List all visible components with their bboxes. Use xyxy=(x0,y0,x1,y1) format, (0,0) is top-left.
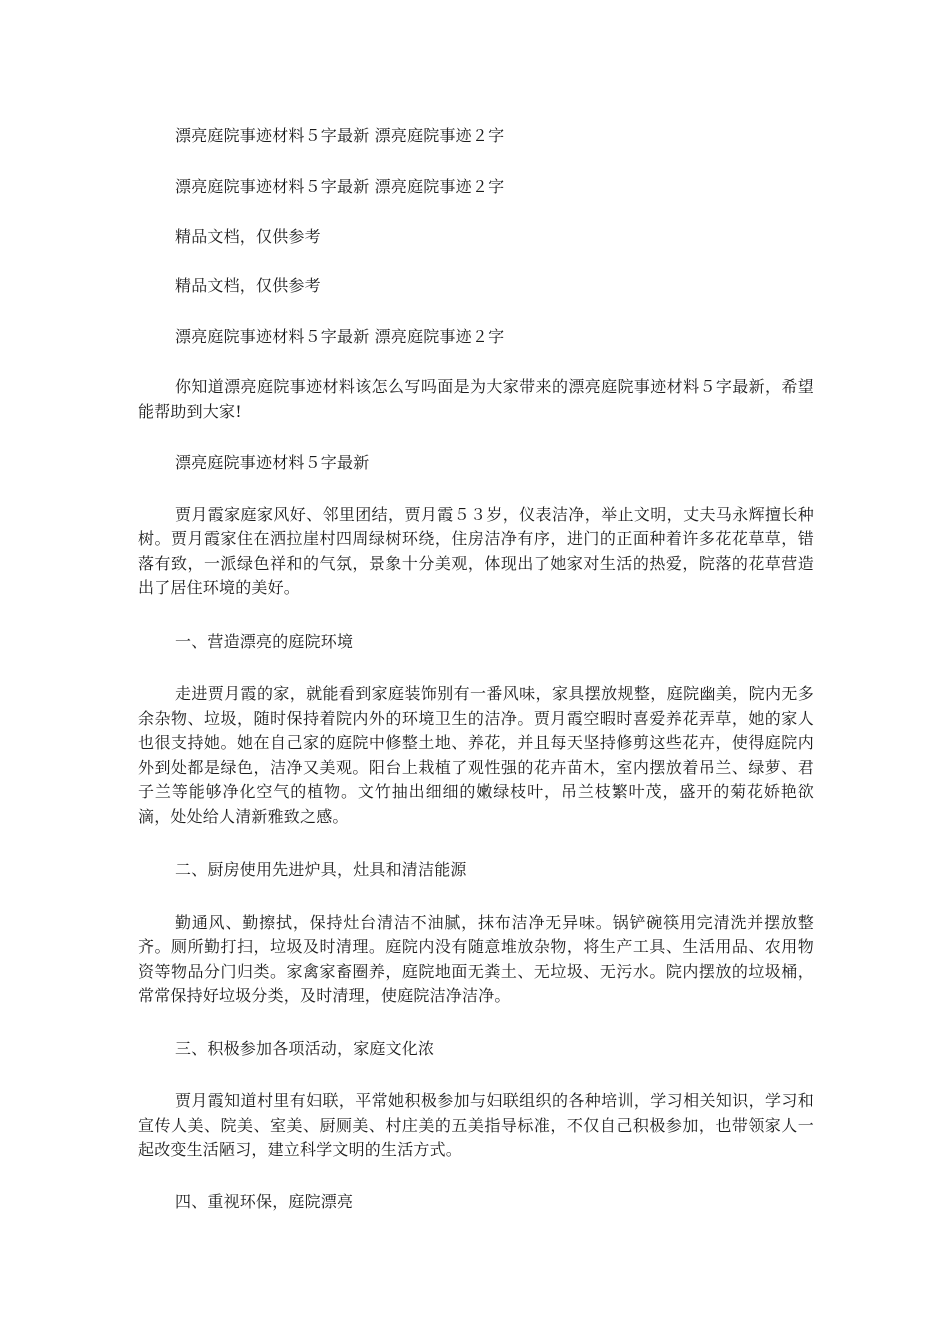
doc-note-line: 精品文档，仅供参考 xyxy=(175,227,321,246)
intro-paragraph: 你知道漂亮庭院事迹材料该怎么写吗面是为大家带来的漂亮庭院事迹材料５字最新，希望能帮助到大家! xyxy=(138,377,814,421)
doc-title-line: 漂亮庭院事迹材料５字最新 漂亮庭院事迹２字 xyxy=(175,176,505,196)
body-paragraph: 贾月霞家庭家风好、邻里团结，贾月霞５３岁，仪表洁净，举止文明，丈夫马永辉擅长种树。贾月霞家住在洒拉崖村四周绿树环绕，住房洁净有序，进门的正面种着许多花花草草，错落有致，一派绿色祥和的气氛，景象十分美观，体现出了她家对生活的热爱，院落的花草营造出了居住环境的美好。 xyxy=(138,504,814,597)
body-paragraph: 勤通风、勤擦拭，保持灶台清洁不油腻，抹布洁净无异味。锅铲碗筷用完清洗并摆放整齐。厕所勤打扫，垃圾及时清理。庭院内没有随意堆放杂物，将生产工具、生活用品、农用物资等物品分门归类。家禽家畜圈养，庭院地面无粪土、无垃圾、无污水。院内摆放的垃圾桶，常常保持好垃圾分类，及时清理，使庭院洁净洁净。 xyxy=(138,912,814,1005)
section-heading: 四、重视环保，庭院漂亮 xyxy=(175,1191,354,1211)
body-paragraph: 走进贾月霞的家，就能看到家庭装饰别有一番风味，家具摆放规整，庭院幽美，院内无多余杂物、垃圾，随时保持着院内外的环境卫生的洁净。贾月霞空暇时喜爱养花弄草，她的家人也很支持她。她在自己家的庭院中修整土地、养花，并且每天坚持修剪这些花卉，使得庭院内外到处都是绿色，洁净又美观。阳台上栽植了观性强的花卉苗木，室内摆放着吊兰、绿萝、君子兰等能够净化空气的植物。文竹抽出细细的嫩绿枝叶，吊兰枝繁叶茂，盛开的菊花娇艳欲滴，处处给人清新雅致之感。 xyxy=(138,684,814,826)
doc-title-line: 漂亮庭院事迹材料５字最新 漂亮庭院事迹２字 xyxy=(175,326,505,346)
section-heading: 一、营造漂亮的庭院环境 xyxy=(175,631,354,651)
document-page xyxy=(138,124,814,1214)
section-heading: 三、积极参加各项活动，家庭文化浓 xyxy=(175,1038,435,1058)
body-paragraph: 贾月霞知道村里有妇联，平常她积极参加与妇联组织的各种培训，学习相关知识，学习和宣传人美、院美、室美、厨厕美、村庄美的五美指导标准，不仅自己积极参加，也带领家人一起改变生活陋习，建立科学文明的生活方式。 xyxy=(138,1091,814,1159)
section-heading: 漂亮庭院事迹材料５字最新 xyxy=(175,453,370,472)
section-heading: 二、厨房使用先进炉具，灶具和清洁能源 xyxy=(175,860,467,879)
doc-title-line: 漂亮庭院事迹材料５字最新 漂亮庭院事迹２字 xyxy=(175,126,505,145)
doc-note-line: 精品文档，仅供参考 xyxy=(175,276,321,295)
